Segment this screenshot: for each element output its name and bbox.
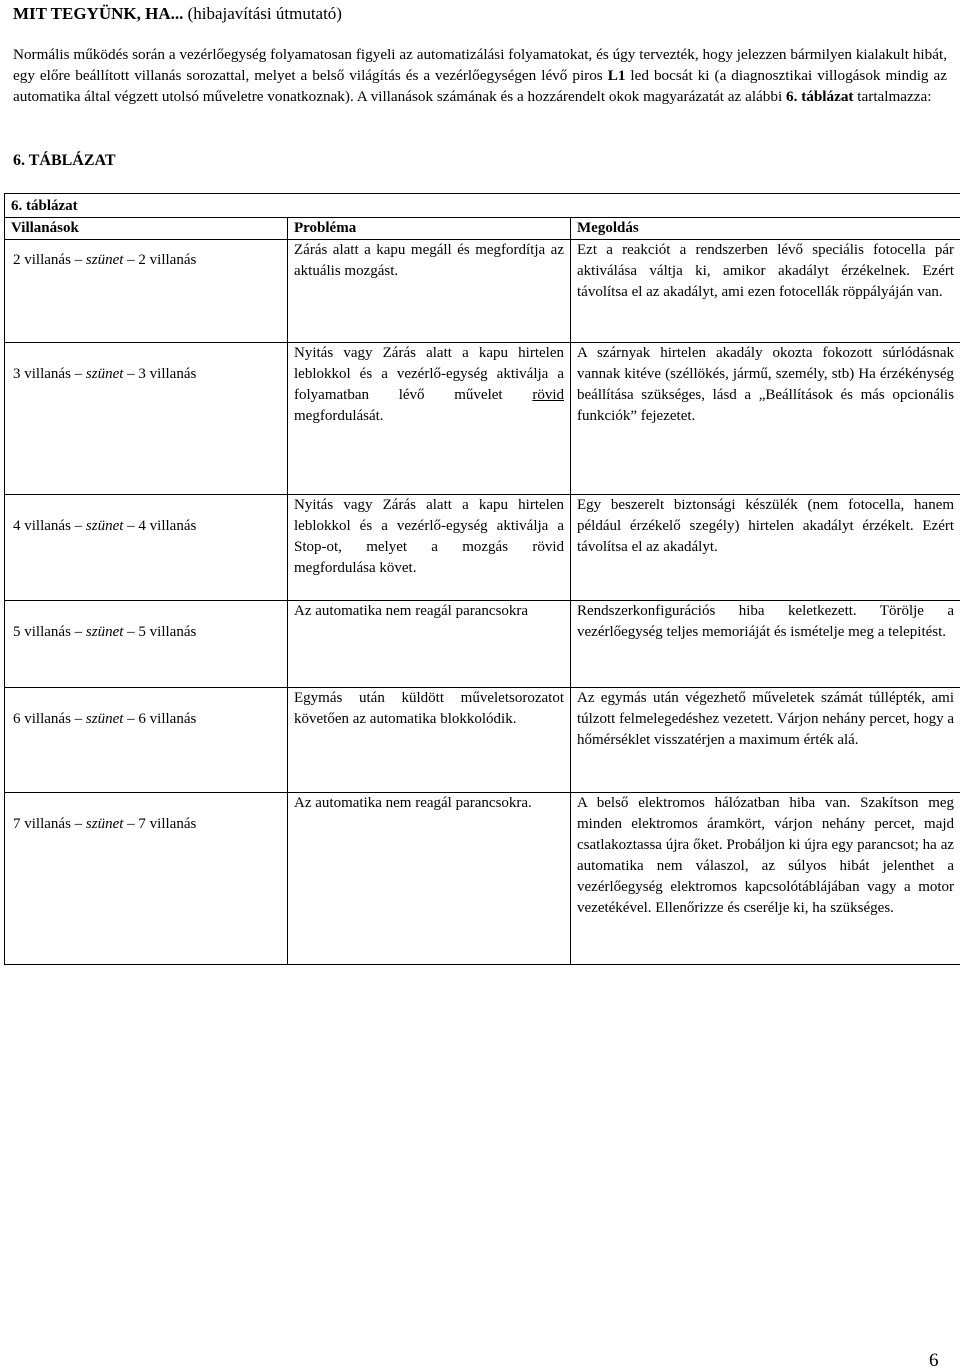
table-row: [5, 495, 960, 601]
flash-pattern-cell: 6 villanás – szünet – 6 villanás: [5, 688, 288, 793]
title-rest: (hibajavítási útmutató): [183, 4, 342, 23]
page-number: 6: [929, 1350, 939, 1372]
solution-cell: Az egymás után végezhető műveletek számát túllépték, ami túlzott felmelegedéshez vezetett. Várjon nehány percet, hogy a hőmérséklet visszatérjen a maximum érték alá.: [571, 688, 960, 793]
pause-label: szünet: [86, 366, 124, 382]
intro-text-1: Normális működés során a vezérlőegység folyamatosan figyeli az automatizálási folyamatokat, és úgy tervezték, hogy jelezzen bármilyen kialakult hibát, egy előre beállított villanás sorozattal, melyet a belső világítás és a vezérlőegységen lévő piros: [13, 46, 947, 84]
table-row: [5, 601, 960, 688]
diagnostics-table: [4, 193, 960, 965]
pause-label: szünet: [86, 518, 124, 534]
solution-cell: A belső elektromos hálózatban hiba van. Szakítson meg minden elektromos áramkört, várjon nehány percet, majd csatlakoztassa újra őket. Probáljon ki újra egy parancsot; ha az automatika nem válaszol, az súlyos hibát jelenthet a vezérlőegység elektromos kapcsolótáblájában vagy a motor vezetékével. Ellenőrizze és cserélje ki, ha szükséges.: [571, 793, 960, 965]
underlined-word: rövid: [532, 387, 564, 403]
table-caption-row: [5, 194, 960, 218]
problem-cell: Egymás után küldött műveletsorozatot követően az automatika blokkolódik.: [288, 688, 571, 793]
solution-cell: Rendszerkonfigurációs hiba keletkezett. Törölje a vezérlőegység teljes memoriáját és ismételje meg a telepitést.: [571, 601, 960, 688]
pause-label: szünet: [86, 252, 124, 268]
solution-cell: Ezt a reakciót a rendszerben lévő speciális fotocella pár aktiválása váltja ki, amikor akadályt érzékelnek. Ezért távolítsa el az akadályt, ami ezen fotocellák röppályáján van.: [571, 240, 960, 343]
problem-cell: Az automatika nem reagál parancsokra.: [288, 793, 571, 965]
solution-cell: Egy beszerelt biztonsági készülék (nem fotocella, hanem például érzékelő szegély) hirtelen akadályt érzékelt. Ezért távolítsa el az akadályt.: [571, 495, 960, 601]
problem-cell: Zárás alatt a kapu megáll és megfordítja az aktuális mozgást.: [288, 240, 571, 343]
section-title: 6. TÁBLÁZAT: [13, 152, 116, 170]
table-row: [5, 793, 960, 965]
problem-cell: Az automatika nem reagál parancsokra: [288, 601, 571, 688]
solution-cell: A szárnyak hirtelen akadály okozta fokozott súrlódásnak vannak kitéve (széllökés, jármű, személy, stb) Ha érzékénység beállítása szükséges, lásd a „Beállítások és más opcionális funkciók” fejezetet.: [571, 343, 960, 495]
table-row: [5, 343, 960, 495]
flash-pattern-cell: 7 villanás – szünet – 7 villanás: [5, 793, 288, 965]
table-header-row: [5, 218, 960, 240]
flash-pattern-cell: 2 villanás – szünet – 2 villanás: [5, 240, 288, 343]
pause-label: szünet: [86, 624, 124, 640]
title-bold: MIT TEGYÜNK, HA...: [13, 4, 183, 23]
intro-text-2: led bocsát ki (a diagnosztikai villogások mindig az automatika által végzett utolsó műveletre vonatkoznak). A villanások számának és a hozzárendelt okok magyarázatát az alábbi: [13, 67, 947, 105]
intro-text-3: tartalmazza:: [854, 88, 932, 105]
pause-label: szünet: [86, 816, 124, 832]
problem-cell: Nyitás vagy Zárás alatt a kapu hirtelen leblokkol és a vezérlő-egység aktiválja a folyamatban lévő művelet rövid megfordulását.: [288, 343, 571, 495]
table-reference: 6. táblázat: [786, 88, 854, 105]
flash-pattern-cell: 5 villanás – szünet – 5 villanás: [5, 601, 288, 688]
flash-pattern-cell: 3 villanás – szünet – 3 villanás: [5, 343, 288, 495]
table-row: [5, 688, 960, 793]
header-problem: Probléma: [288, 218, 571, 240]
table-row: [5, 240, 960, 343]
header-solution: Megoldás: [571, 218, 960, 240]
intro-paragraph: [13, 44, 947, 107]
led-label: L1: [608, 67, 626, 84]
flash-pattern-cell: 4 villanás – szünet – 4 villanás: [5, 495, 288, 601]
header-flashes: Villanások: [5, 218, 288, 240]
problem-cell: Nyitás vagy Zárás alatt a kapu hirtelen leblokkol és a vezérlő-egység aktiválja a Stop-ot, melyet a mozgás rövid megfordulása követ.: [288, 495, 571, 601]
page-title: [13, 4, 342, 24]
table-caption: 6. táblázat: [5, 194, 960, 218]
pause-label: szünet: [86, 711, 124, 727]
